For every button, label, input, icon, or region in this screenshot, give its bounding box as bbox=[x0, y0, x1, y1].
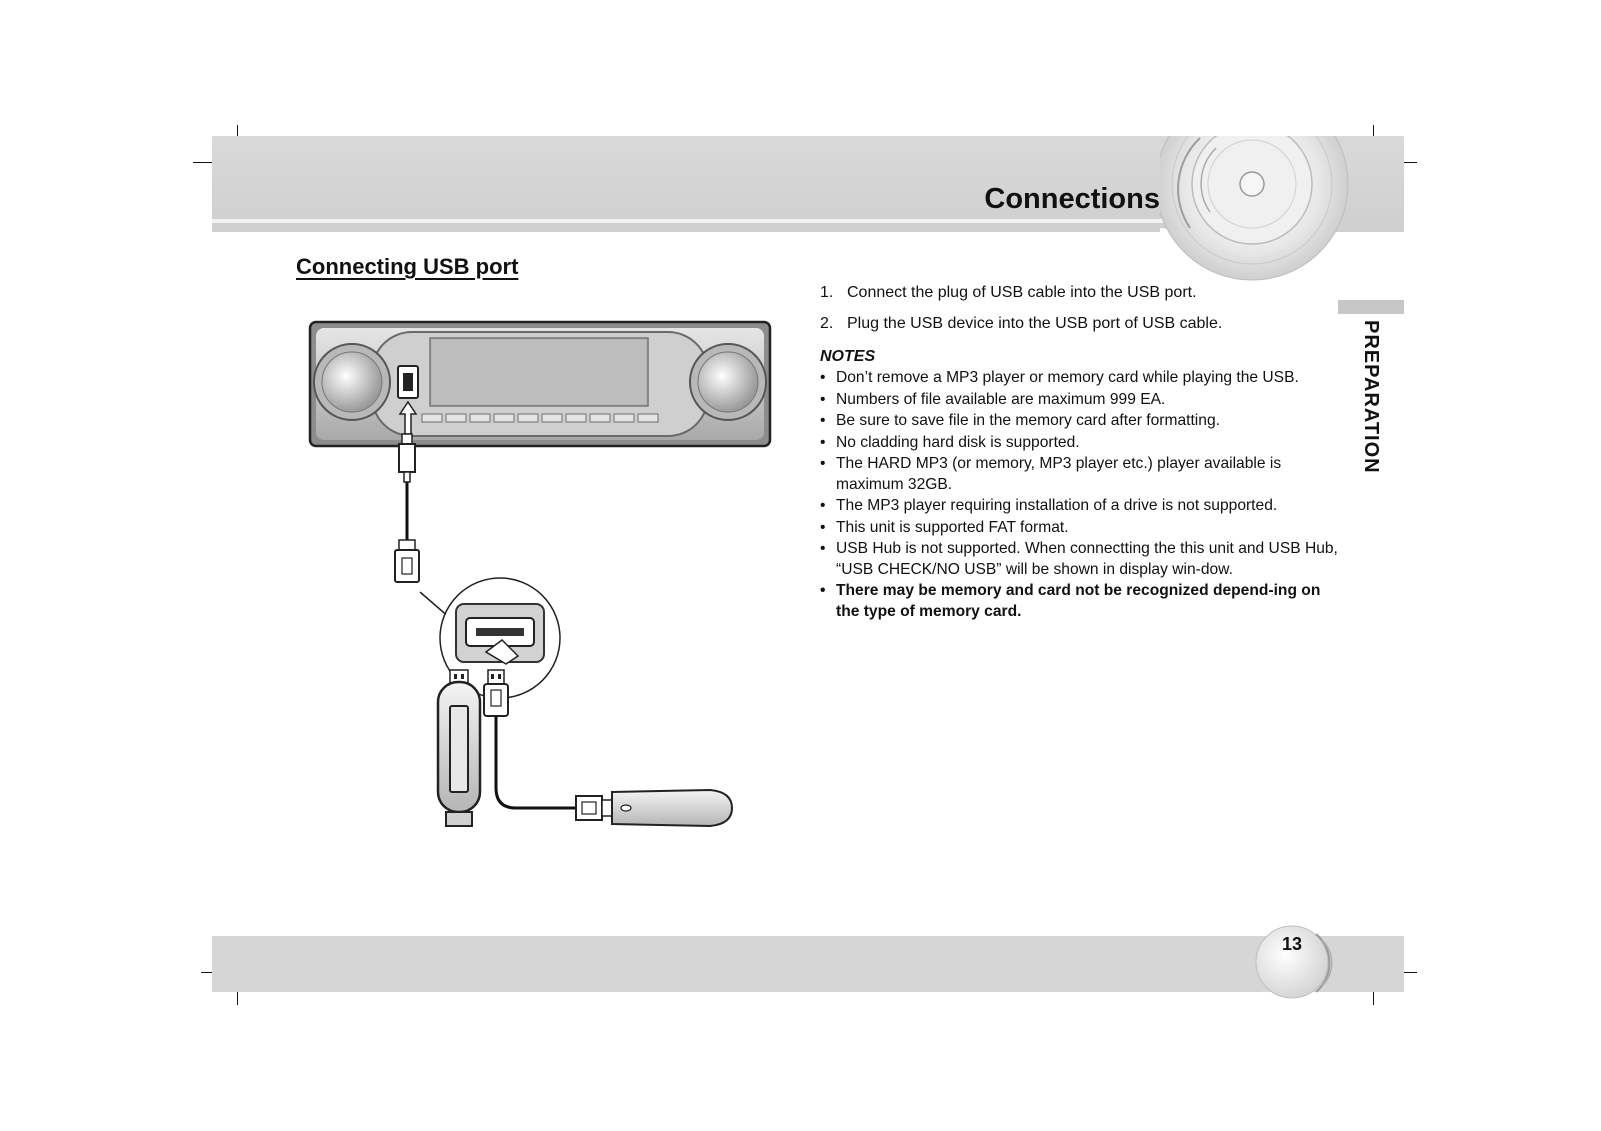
notes-list bbox=[820, 368, 1342, 623]
bullet: • bbox=[820, 412, 826, 429]
step-number: 2. bbox=[820, 315, 834, 332]
note-item bbox=[820, 411, 1342, 432]
instruction-steps bbox=[820, 283, 1340, 345]
car-stereo-icon bbox=[310, 322, 770, 446]
bullet: • bbox=[820, 433, 826, 451]
bullet: • bbox=[820, 540, 826, 557]
step-number: 1. bbox=[820, 284, 834, 301]
side-tab-label: PREPARATION bbox=[1360, 320, 1382, 474]
note-text: Don’t remove a MP3 player or memory card while playing the USB. bbox=[836, 369, 1299, 386]
note-item bbox=[820, 454, 1342, 495]
bullet: • bbox=[820, 455, 826, 472]
note-item bbox=[820, 390, 1342, 411]
note-text: USB Hub is not supported. When connectting the this unit and USB Hub, “USB CHECK/NO USB” will be shown in display win-dow. bbox=[836, 540, 1338, 578]
header-divider bbox=[212, 219, 1172, 223]
section-title: Connecting USB port bbox=[296, 254, 519, 279]
note-item bbox=[820, 496, 1342, 517]
note-item bbox=[820, 433, 1342, 454]
bullet: • bbox=[820, 369, 826, 386]
notes-heading: NOTES bbox=[820, 348, 876, 365]
note-item bbox=[820, 539, 1342, 580]
note-item-important bbox=[820, 581, 1342, 622]
bullet: • bbox=[820, 390, 826, 408]
bullet: • bbox=[820, 497, 826, 514]
step-text: Plug the USB device into the USB port of USB cable. bbox=[847, 315, 1223, 332]
bullet: • bbox=[820, 518, 826, 536]
note-text: Numbers of file available are maximum 999 EA. bbox=[836, 390, 1166, 408]
step-item bbox=[820, 283, 1340, 302]
page-title: Connections bbox=[984, 183, 1160, 215]
usb-flash-drive-icon bbox=[438, 670, 480, 826]
note-text: The MP3 player requiring installation of a drive is not supported. bbox=[836, 497, 1278, 514]
note-text: The HARD MP3 (or memory, MP3 player etc.) player available is maximum 32GB. bbox=[836, 455, 1282, 493]
bullet: • bbox=[820, 582, 826, 599]
disc-graphic-icon bbox=[1160, 128, 1404, 292]
note-item bbox=[820, 518, 1342, 539]
note-text: No cladding hard disk is supported. bbox=[836, 433, 1080, 451]
usb-cable-icon bbox=[395, 434, 419, 582]
note-text: This unit is supported FAT format. bbox=[836, 518, 1069, 536]
note-item bbox=[820, 368, 1342, 389]
note-text: There may be memory and card not be recognized depend-ing on the type of memory card. bbox=[836, 582, 1321, 620]
side-tab-bar bbox=[1338, 300, 1404, 314]
step-item bbox=[820, 314, 1340, 333]
footer-band bbox=[212, 936, 1404, 992]
note-text: Be sure to save file in the memory card after formatting. bbox=[836, 412, 1220, 429]
step-text: Connect the plug of USB cable into the USB port. bbox=[847, 284, 1197, 301]
page-number: 13 bbox=[1281, 934, 1303, 954]
usb-connection-diagram bbox=[300, 318, 780, 858]
